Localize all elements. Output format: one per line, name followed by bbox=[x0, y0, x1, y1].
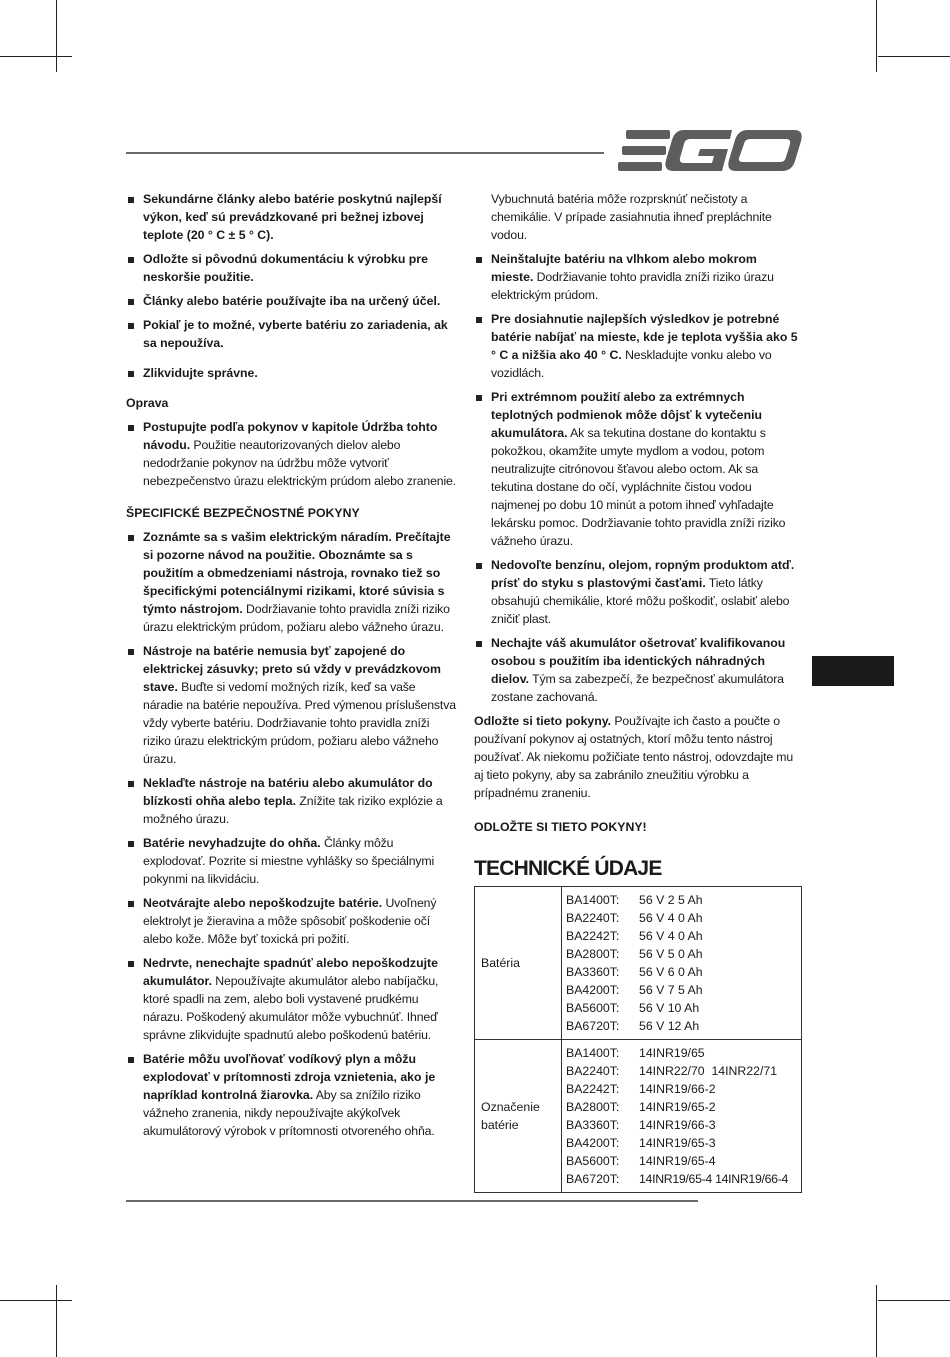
spec-line: BA2800T: 56 V 5 0 Ah bbox=[566, 947, 703, 961]
crop-mark bbox=[56, 0, 57, 72]
list-item: Zoznámte sa s vašim elektrickým náradím. Prečítajte si pozorne návod na použitie. Oboznámte sa s použitím a obmedzeniami nástroja, rovnako tiež so špecifickými potenciálnymi rizikami, ktoré súvisia s týmto nástrojom. Dodržiavanie tohto pravidla zníži riziko úrazu elektrickým prúdom, požiaru alebo vážneho úrazu. bbox=[126, 528, 456, 636]
list-item: Zlikvidujte správne. bbox=[126, 364, 456, 382]
list-item: Pre dosiahnutie najlepších výsledkov je potrebné batérie nabíjať na mieste, kde je teplota vyššia ako 5 ° C a nižšia ako 40 ° C. Neskladujte vonku alebo vo vozidlách. bbox=[474, 310, 802, 382]
ego-logo bbox=[618, 130, 802, 172]
list-item: Batérie môžu uvoľňovať vodíkový plyn a môžu explodovať v prítomnosti zdroja vznietenia, ako je napríklad kontrolná žiarovka. Aby sa znížilo riziko vážneho zranenia, nikdy nepoužívajte akýkoľvek akumulátorový výrobok v prítomnosti otvoreného ohňa. bbox=[126, 1050, 456, 1140]
spec-line: BA3360T: 14INR19/66-3 bbox=[566, 1118, 716, 1132]
section-tab bbox=[812, 656, 894, 686]
table-row-values bbox=[562, 1040, 802, 1193]
spec-line: BA2242T: 14INR19/66-2 bbox=[566, 1082, 716, 1096]
spec-line: BA5600T: 56 V 10 Ah bbox=[566, 1001, 700, 1015]
table-row-values bbox=[562, 887, 802, 1040]
crop-mark bbox=[878, 1300, 950, 1301]
crop-mark bbox=[876, 1285, 877, 1357]
technical-data-table bbox=[474, 886, 802, 1193]
oprava-heading: Oprava bbox=[126, 396, 169, 410]
footer-rule bbox=[126, 1200, 698, 1202]
crop-mark bbox=[0, 56, 72, 57]
right-column bbox=[474, 190, 802, 1193]
crop-mark bbox=[0, 1300, 72, 1301]
table-row bbox=[475, 1040, 802, 1193]
spec-line: BA1400T: 56 V 2 5 Ah bbox=[566, 893, 703, 907]
specific-safety-heading: ŠPECIFICKÉ BEZPEČNOSTNÉ POKYNY bbox=[126, 506, 360, 520]
left-column bbox=[126, 190, 456, 1146]
spec-line: BA2800T: 14INR19/65-2 bbox=[566, 1100, 716, 1114]
list-item: Články alebo batérie používajte iba na určený účel. bbox=[126, 292, 456, 310]
table-row-label: Batéria bbox=[475, 887, 562, 1040]
continued-paragraph: Vybuchnutá batéria môže rozprsknúť nečistoty a chemikálie. V prípade zasiahnutia ihneď prepláchnite vodou. bbox=[491, 192, 772, 242]
list-item: Neinštalujte batériu na vlhkom alebo mokrom mieste. Dodržiavanie tohto pravidla zníži riziko úrazu elektrickým prúdom. bbox=[474, 250, 802, 304]
crop-mark bbox=[878, 56, 950, 57]
spec-line: BA3360T: 56 V 6 0 Ah bbox=[566, 965, 703, 979]
list-item: Nedovoľte benzínu, olejom, ropným produktom atď. prísť do styku s plastovými časťami. Tieto látky obsahujú chemikálie, ktoré môžu poškodiť, oslabiť alebo zničiť plast. bbox=[474, 556, 802, 628]
table-row-label: Označenie batérie bbox=[475, 1040, 562, 1193]
header-rule bbox=[126, 152, 604, 154]
spec-line: BA5600T: 14INR19/65-4 bbox=[566, 1154, 716, 1168]
specific-bullets bbox=[126, 528, 456, 1140]
keep-instructions-warning: ODLOŽTE SI TIETO POKYNY! bbox=[474, 820, 647, 834]
crop-mark bbox=[876, 0, 877, 72]
list-item: Sekundárne články alebo batérie poskytnú najlepší výkon, keď sú prevádzkované pri bežnej izbovej teplote (20 ° C ± 5 ° C). bbox=[126, 190, 456, 244]
spec-line: BA2240T: 56 V 4 0 Ah bbox=[566, 911, 703, 925]
list-item: Nástroje na batérie nemusia byť zapojené do elektrickej zásuvky; preto sú vždy v prevádzkovom stave. Buďte si vedomí možných rizík, keď sa vaše náradie na batérie nepoužíva. Pred výmenou príslušenstva vždy vyberte batériu. Dodržiavanie tohto pravidla zníži riziko úrazu elektrickým prúdom, požiaru alebo vážneho úrazu. bbox=[126, 642, 456, 768]
list-item: Batérie nevyhadzujte do ohňa. Články môžu explodovať. Pozrite si miestne vyhlášky so špeciálnymi pokynmi na likvidáciu. bbox=[126, 834, 456, 888]
spec-line: BA4200T: 56 V 7 5 Ah bbox=[566, 983, 703, 997]
spec-line: BA2242T: 56 V 4 0 Ah bbox=[566, 929, 703, 943]
technical-data-title: TECHNICKÉ ÚDAJE bbox=[474, 857, 662, 880]
battery-bullets bbox=[474, 250, 802, 706]
table-row bbox=[475, 887, 802, 1040]
spec-line: BA6720T: 56 V 12 Ah bbox=[566, 1019, 700, 1033]
list-item: Nechajte váš akumulátor ošetrovať kvalifikovanou osobou s použitím iba identických náhradných dielov. Tým sa zabezpečí, že bezpečnosť akumulátora zostane zachovaná. bbox=[474, 634, 802, 706]
list-item: Pri extrémnom použití alebo za extrémnych teplotných podmienok môže dôjsť k vytečeniu akumulátora. Ak sa tekutina dostane do kontaktu s pokožkou, okamžite umyte mydlom a vodou, potom neutralizujte citrónovou šťavou alebo octom. Ak sa tekutina dostane do očí, vypláchnite čistou vodou najmenej po dobu 10 minút a potom ihneď vyhľadajte lekársku pomoc. Dodržiavanie tohto pravidla zníži riziko vážneho úrazu. bbox=[474, 388, 802, 550]
spec-line: BA6720T: 14INR19/65-4 14INR19/66-4 bbox=[566, 1172, 789, 1186]
spec-line: BA4200T: 14INR19/65-3 bbox=[566, 1136, 716, 1150]
list-item: Pokiaľ je to možné, vyberte batériu zo zariadenia, ak sa nepoužíva. bbox=[126, 316, 456, 352]
list-item: Neklaďte nástroje na batériu alebo akumulátor do blízkosti ohňa alebo tepla. Znížite tak riziko explózie a možného úrazu. bbox=[126, 774, 456, 828]
general-bullets bbox=[126, 190, 456, 382]
spec-line: BA1400T: 14INR19/65 bbox=[566, 1046, 705, 1060]
list-item: Neotvárajte alebo nepoškodzujte batérie. Uvoľnený elektrolyt je žieravina a môže spôsobiť poškodenie očí alebo kože. Môže byť toxická pri požití. bbox=[126, 894, 456, 948]
spec-line: BA2240T: 14INR22/70 14INR22/71 bbox=[566, 1064, 778, 1078]
list-item: Nedrvte, nenechajte spadnúť alebo nepoškodzujte akumulátor. Nepoužívajte akumulátor alebo nabíjačku, ktoré spadli na zem, alebo boli vystavené prudkému nárazu. Poškodený akumulátor môže vybuchnúť. Ihneď správne zlikvidujte spadnutú alebo poškodenú batériu. bbox=[126, 954, 456, 1044]
list-item: Postupujte podľa pokynov v kapitole Údržba tohto návodu. Použitie neautorizovaných dielov alebo nedodržanie pokynov na údržbu môže vytvoriť nebezpečenstvo úrazu elektrickým prúdom alebo zranenie. bbox=[126, 418, 456, 490]
repair-bullets bbox=[126, 418, 456, 490]
keep-instructions-paragraph: Odložte si tieto pokyny. Používajte ich často a poučte o používaní pokynov aj ostatných, ktorí môžu tento nástroj používať. Ak niekomu požičiate tento nástroj, odovzdajte mu aj tieto pokyny, aby sa zabránilo zneužitiu výrobku a prípadnému zraneniu. bbox=[474, 714, 794, 800]
list-item: Odložte si pôvodnú dokumentáciu k výrobku pre neskoršie použitie. bbox=[126, 250, 456, 286]
crop-mark bbox=[56, 1285, 57, 1357]
